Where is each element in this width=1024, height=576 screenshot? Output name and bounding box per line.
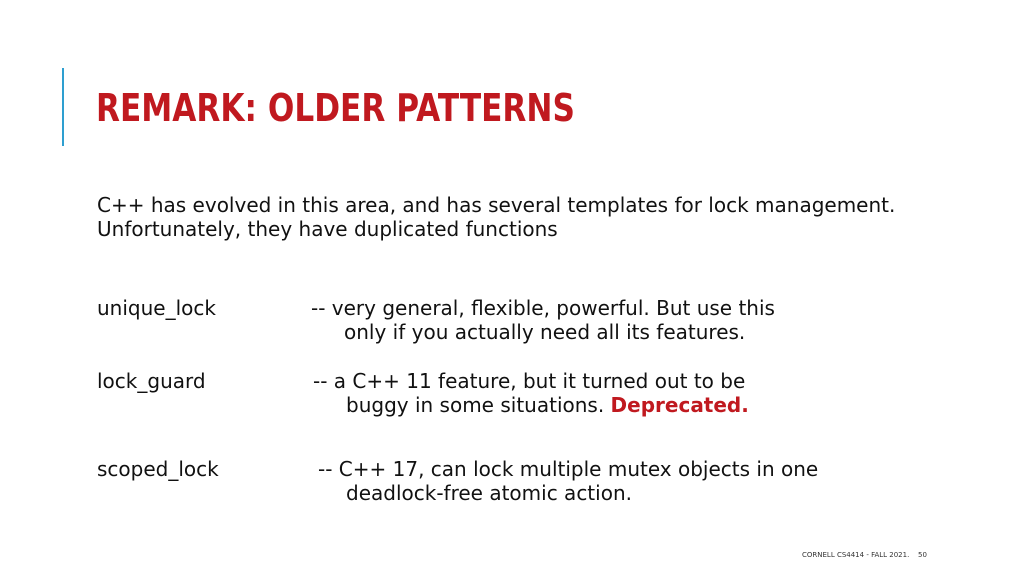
lock-description-line2: buggy in some situations. [346,393,611,417]
title-accent-bar [62,68,64,146]
lock-description-line2-wrap [313,393,749,417]
lock-name: lock_guard [97,369,206,393]
footer-course-label: CORNELL CS4414 - FALL 2021. [802,551,910,559]
intro-paragraph: C++ has evolved in this area, and has several templates for lock management. Unfortunately, they have duplicated functions [97,193,896,241]
lock-description-line1: -- a C++ 11 feature, but it turned out to be [313,369,746,393]
lock-description-line1: -- C++ 17, can lock multiple mutex objects in one [318,457,819,481]
lock-item-lock-guard [97,369,957,421]
lock-description-line2: only if you actually need all its features. [344,320,746,344]
lock-item-scoped-lock [97,457,957,509]
page-number: 50 [918,551,927,559]
deprecated-label: Deprecated. [610,393,749,417]
lock-name: unique_lock [97,296,216,320]
lock-description [311,296,775,344]
slide-title: REMARK: OLDER PATTERNS [96,86,575,130]
lock-description-line1: -- very general, flexible, powerful. But use this [311,296,775,320]
lock-description-line2: deadlock-free atomic action. [346,481,632,505]
lock-description [318,457,818,505]
lock-description [313,369,749,417]
lock-name: scoped_lock [97,457,219,481]
lock-item-unique-lock [97,296,957,348]
